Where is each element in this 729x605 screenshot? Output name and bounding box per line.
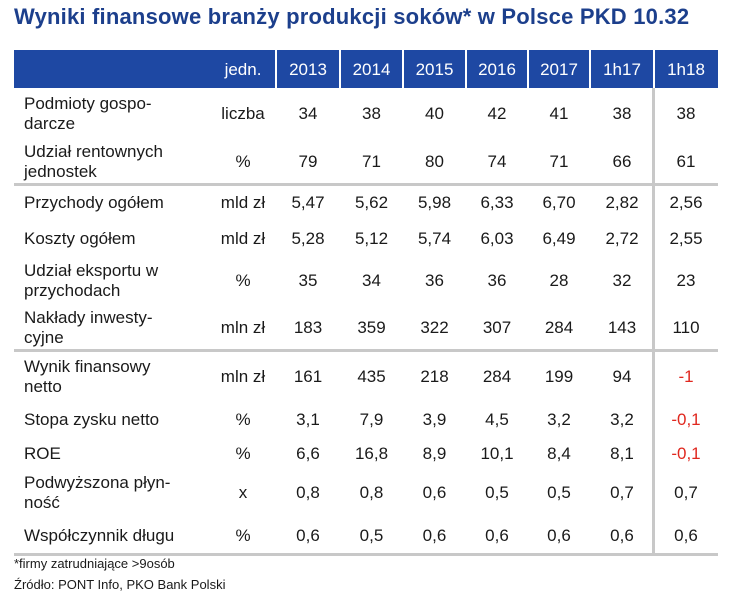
header-period: 2014	[352, 60, 391, 79]
unit-cell: mld zł	[220, 193, 266, 212]
value-cell: 74	[487, 152, 507, 171]
unit-cell: x	[238, 483, 248, 502]
table-row	[14, 470, 718, 516]
value-cell: 42	[487, 104, 507, 123]
unit-cell: %	[235, 410, 251, 429]
header-separator	[589, 50, 591, 88]
value-cell: 2,82	[605, 193, 639, 212]
table-row	[14, 258, 718, 304]
row-label-line: Przychody ogółem	[24, 193, 164, 212]
value-cell: 0,6	[422, 483, 447, 502]
header-separator	[653, 50, 655, 88]
value-cell: 0,5	[359, 526, 384, 545]
footnote: *firmy zatrudniające >9osób	[14, 556, 175, 571]
header-separator	[275, 50, 277, 88]
value-cell: 3,2	[547, 410, 571, 429]
value-cell: 0,6	[547, 526, 571, 545]
value-cell: 5,12	[354, 229, 389, 248]
value-cell: 5,47	[291, 193, 325, 212]
header-separator	[527, 50, 529, 88]
page-title: Wyniki finansowe branży produkcji soków* w Polsce PKD 10.32	[14, 4, 690, 29]
row-label-line: Współczynnik długu	[24, 526, 175, 545]
row-label	[24, 526, 174, 546]
row-label	[24, 193, 164, 213]
value-cell: 110	[672, 318, 700, 337]
header-period: 2017	[540, 60, 578, 79]
value-cell: 143	[607, 318, 637, 337]
value-cell: 0,6	[610, 526, 634, 545]
row-label	[24, 142, 163, 182]
row-label-line: Stopa zysku netto	[24, 410, 160, 429]
unit-cell: %	[235, 444, 251, 463]
row-label-line: darcze	[24, 114, 76, 133]
value-cell: 94	[612, 367, 632, 386]
value-cell: 5,62	[354, 193, 389, 212]
header-unit: jedn.	[224, 60, 262, 79]
value-cell: -0,1	[671, 410, 701, 429]
value-cell: 38	[362, 104, 381, 123]
value-cell: 218	[420, 367, 449, 386]
row-label-line: jednostek	[24, 162, 97, 181]
value-cell: 8,4	[547, 444, 571, 463]
row-label-line: ROE	[24, 444, 61, 463]
value-cell: 0,6	[485, 526, 509, 545]
value-cell: 284	[544, 318, 574, 337]
row-label-line: cyjne	[24, 328, 64, 347]
row-label-line: Udział eksportu w	[24, 261, 159, 280]
unit-cell: mln zł	[220, 318, 266, 337]
value-cell: 4,5	[485, 410, 509, 429]
value-cell: 0,6	[422, 526, 447, 545]
header-label-col	[14, 50, 210, 88]
value-cell: 0,5	[547, 483, 571, 502]
value-cell: 10,1	[480, 444, 514, 463]
value-cell: 322	[420, 318, 449, 337]
value-cell: 28	[549, 271, 569, 290]
value-cell: 6,6	[296, 444, 320, 463]
row-label	[24, 410, 159, 430]
table-row	[14, 438, 718, 470]
value-cell: 6,49	[542, 229, 576, 248]
header-period: 1h18	[667, 60, 705, 79]
period-divider	[652, 88, 655, 556]
row-label-line: netto	[24, 377, 62, 396]
row-label	[24, 261, 158, 301]
header-period: 2013	[289, 60, 327, 79]
header-separator	[402, 50, 404, 88]
value-cell: 0,8	[359, 483, 384, 502]
value-cell: 40	[425, 104, 444, 123]
value-cell: 2,72	[605, 229, 639, 248]
row-label	[24, 229, 136, 249]
group-divider	[14, 183, 718, 186]
value-cell: 36	[425, 271, 444, 290]
value-cell: 0,7	[674, 483, 698, 502]
header-separator	[465, 50, 467, 88]
row-label-line: Podwyższona płyn-	[24, 473, 171, 492]
value-cell: -1	[678, 367, 694, 386]
table-row	[14, 402, 718, 438]
value-cell: 79	[298, 152, 318, 171]
value-cell: 16,8	[354, 444, 389, 463]
header-period: 2015	[415, 60, 454, 79]
value-cell: 0,6	[674, 526, 698, 545]
value-cell: 38	[612, 104, 632, 123]
value-cell: -0,1	[671, 444, 701, 463]
row-label-line: przychodach	[24, 281, 121, 300]
row-label-line: Udział rentownych	[24, 142, 163, 161]
value-cell: 5,28	[291, 229, 325, 248]
unit-cell: %	[235, 526, 251, 545]
value-cell: 0,8	[296, 483, 320, 502]
value-cell: 183	[293, 318, 323, 337]
value-cell: 71	[549, 152, 569, 171]
table-row	[14, 516, 718, 556]
unit-cell: mld zł	[220, 229, 266, 248]
header-separator	[339, 50, 341, 88]
row-label-line: Wynik finansowy	[24, 357, 151, 376]
row-label-line: ność	[24, 493, 60, 512]
value-cell: 41	[549, 104, 569, 123]
group-divider	[14, 349, 718, 352]
row-label-line: Podmioty gospo-	[24, 94, 152, 113]
source-note: Źródło: PONT Info, PKO Bank Polski	[14, 577, 226, 592]
value-cell: 359	[357, 318, 386, 337]
value-cell: 38	[676, 104, 696, 123]
value-cell: 6,70	[542, 193, 576, 212]
value-cell: 80	[425, 152, 444, 171]
value-cell: 199	[544, 367, 574, 386]
row-label	[24, 94, 152, 134]
header-period: 2016	[478, 60, 516, 79]
row-label-line: Nakłady inwesty-	[24, 308, 153, 327]
value-cell: 307	[482, 318, 512, 337]
value-cell: 34	[362, 271, 381, 290]
value-cell: 66	[612, 152, 632, 171]
unit-cell: liczba	[221, 104, 265, 123]
table-row	[14, 186, 718, 220]
row-label	[24, 473, 170, 513]
value-cell: 8,1	[610, 444, 634, 463]
value-cell: 61	[676, 152, 696, 171]
value-cell: 6,03	[480, 229, 514, 248]
value-cell: 3,9	[422, 410, 447, 429]
row-label	[24, 308, 153, 348]
table-row	[14, 138, 718, 186]
table-row	[14, 352, 718, 402]
table-row	[14, 220, 718, 258]
value-cell: 435	[357, 367, 386, 386]
value-cell: 0,6	[296, 526, 320, 545]
row-label-line: Koszty ogółem	[24, 229, 136, 248]
value-cell: 0,5	[485, 483, 509, 502]
value-cell: 2,55	[669, 229, 703, 248]
unit-cell: %	[235, 152, 251, 171]
value-cell: 2,56	[669, 193, 703, 212]
value-cell: 34	[298, 104, 318, 123]
table-header	[14, 50, 718, 88]
unit-cell: %	[235, 271, 251, 290]
value-cell: 7,9	[359, 410, 384, 429]
value-cell: 0,7	[610, 483, 634, 502]
table-row	[14, 90, 718, 138]
unit-cell: mln zł	[220, 367, 266, 386]
header-period: 1h17	[603, 60, 641, 79]
value-cell: 284	[482, 367, 512, 386]
table-row	[14, 304, 718, 352]
value-cell: 32	[612, 271, 632, 290]
value-cell: 3,2	[610, 410, 634, 429]
value-cell: 71	[362, 152, 381, 171]
value-cell: 35	[298, 271, 318, 290]
row-label	[24, 357, 150, 397]
value-cell: 8,9	[422, 444, 447, 463]
value-cell: 5,98	[417, 193, 452, 212]
value-cell: 161	[293, 367, 323, 386]
value-cell: 6,33	[480, 193, 514, 212]
row-label	[24, 444, 61, 464]
value-cell: 3,1	[296, 410, 320, 429]
value-cell: 5,74	[417, 229, 452, 248]
value-cell: 23	[676, 271, 696, 290]
value-cell: 36	[487, 271, 507, 290]
